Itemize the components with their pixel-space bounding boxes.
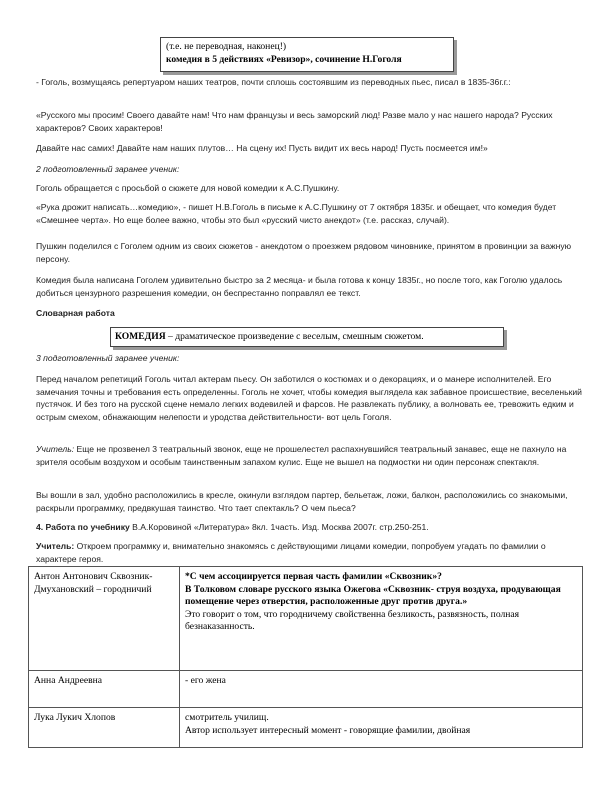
quote-paragraph-2: Давайте нас самих! Давайте нам наших плутов… На сцену их! Пусть видит их весь народ! Пусть посмеется им!» bbox=[36, 143, 488, 153]
character-description bbox=[180, 708, 583, 748]
teacher-label-2: Учитель: bbox=[36, 541, 75, 551]
character-description: - его жена bbox=[180, 671, 583, 708]
paragraph-rehearsals: Перед началом репетиций Гоголь читал актерам пьесу. Он заботился о костюмах и о декорациях, и о манере исполнителей. Его замечания точны и требования есть определенны. Гоголь не хочет, чтобы комедия выглядела как забавное происшествие, веселенький пустячок. И без того на русской сцене немало легких водевилей и фарсов. Не развлекать публику, а волновать ее, тревожить едким и острым смехом, обнажающим нелепости и уродства действительности- вот цель Гоголя. bbox=[36, 374, 582, 422]
title-box bbox=[160, 37, 454, 72]
paragraph-teacher-program bbox=[36, 540, 584, 565]
paragraph-letter: «Рука дрожит написать…комедию», - пишет Н.В.Гоголь в письме к А.С.Пушкину от 7 октября 1835г. и обещает, что комедия будет «Смешнее черта». Но еще более важно, чтобы это был «русский чисто анекдот» (т.е. рассказ, случай). bbox=[36, 202, 557, 225]
paragraph-anecdote: Пушкин поделился с Гоголем одним из своих сюжетов - анекдотом о проезжем рядовом чиновнике, принятом в провинции за важную персону. bbox=[36, 241, 572, 264]
character-name: Антон Антонович Сквозник-Дмухановский – городничий bbox=[29, 567, 180, 671]
paragraph-intro: - Гоголь, возмущаясь репертуаром наших театров, почти сплошь состоявшим из переводных пьес, писал в 1835-36г.г.: bbox=[36, 77, 511, 87]
description-line-2: Автор использует интересный момент - говорящие фамилии, двойная bbox=[185, 724, 471, 736]
character-note: Это говорит о том, что городничему свойственна безликость, развязность, полная безнаказанность. bbox=[185, 608, 520, 633]
paragraph-request: Гоголь обращается с просьбой о сюжете для новой комедии к А.С.Пушкину. bbox=[36, 183, 340, 193]
vocabulary-heading: Словарная работа bbox=[36, 308, 115, 318]
paragraph-teacher-theatre bbox=[36, 443, 584, 468]
quote-paragraph-1: «Русского мы просим! Своего давайте нам! Что нам французы и весь заморский люд! Разве мало у нас нашего народа? Русских характеров? Своих характеров! bbox=[36, 110, 553, 133]
teacher-text: Еще не прозвенел 3 театральный звонок, еще не прошелестел распахнувшийся театральный занавес, еще не пахнуло на зрителя особым воздухом и особым таинственным запахом кулис. Еще не вышел на подмостки ни один персонаж спектакля. bbox=[36, 444, 567, 467]
association-question: *С чем ассоциируется первая часть фамилии «Сквозник»? bbox=[185, 571, 442, 582]
definition-box bbox=[110, 327, 504, 347]
teacher-program-text: Откроем программку и, внимательно знакомясь с действующими лицами комедии, попробуем угадать по фамилии о характере героя. bbox=[36, 541, 546, 564]
dictionary-definition: В Толковом словаре русского языка Ожегова «Сквозник- струя воздуха, продувающая помещение через отверстия, расположенные друг против друга.» bbox=[185, 583, 561, 608]
character-name: Лука Лукич Хлопов bbox=[29, 708, 180, 748]
title-line-1: (т.е. не переводная, наконец!) bbox=[166, 41, 287, 52]
textbook-text: В.А.Коровиной «Литература» 8кл. 1часть. Изд. Москва 2007г. стр.250-251. bbox=[129, 522, 429, 532]
teacher-label: Учитель: bbox=[36, 444, 75, 454]
character-description bbox=[180, 567, 583, 671]
paragraph-written: Комедия была написана Гоголем удивительно быстро за 2 месяца- и была готова к концу 1835г., но после того, как Гоголю удалось добиться цензурного разрешения комедии, он беспрестанно поправлял ее текст. bbox=[36, 275, 563, 298]
definition-text: – драматическое произведение с веселым, смешным сюжетом. bbox=[165, 331, 424, 342]
character-name: Анна Андреевна bbox=[29, 671, 180, 708]
student-2-label: 2 подготовленный заранее ученик: bbox=[36, 164, 180, 174]
characters-table bbox=[28, 566, 583, 748]
table-row bbox=[29, 708, 583, 748]
title-line-2: комедия в 5 действиях «Ревизор», сочинение Н.Гоголя bbox=[166, 54, 402, 65]
student-3-label: 3 подготовленный заранее ученик: bbox=[36, 353, 180, 363]
definition-term: КОМЕДИЯ bbox=[115, 331, 166, 342]
textbook-label: 4. Работа по учебнику bbox=[36, 522, 130, 532]
paragraph-textbook bbox=[36, 521, 584, 534]
paragraph-hall: Вы вошли в зал, удобно расположились в кресле, окинули взглядом партер, бельетаж, ложи, балкон, расположились со знакомыми, раскрыли программку, предвкушая таинство. Что тает спектакль? О чем пьеса? bbox=[36, 490, 568, 513]
description-line-1: смотритель училищ. bbox=[185, 712, 269, 723]
table-row bbox=[29, 671, 583, 708]
table-row bbox=[29, 567, 583, 671]
